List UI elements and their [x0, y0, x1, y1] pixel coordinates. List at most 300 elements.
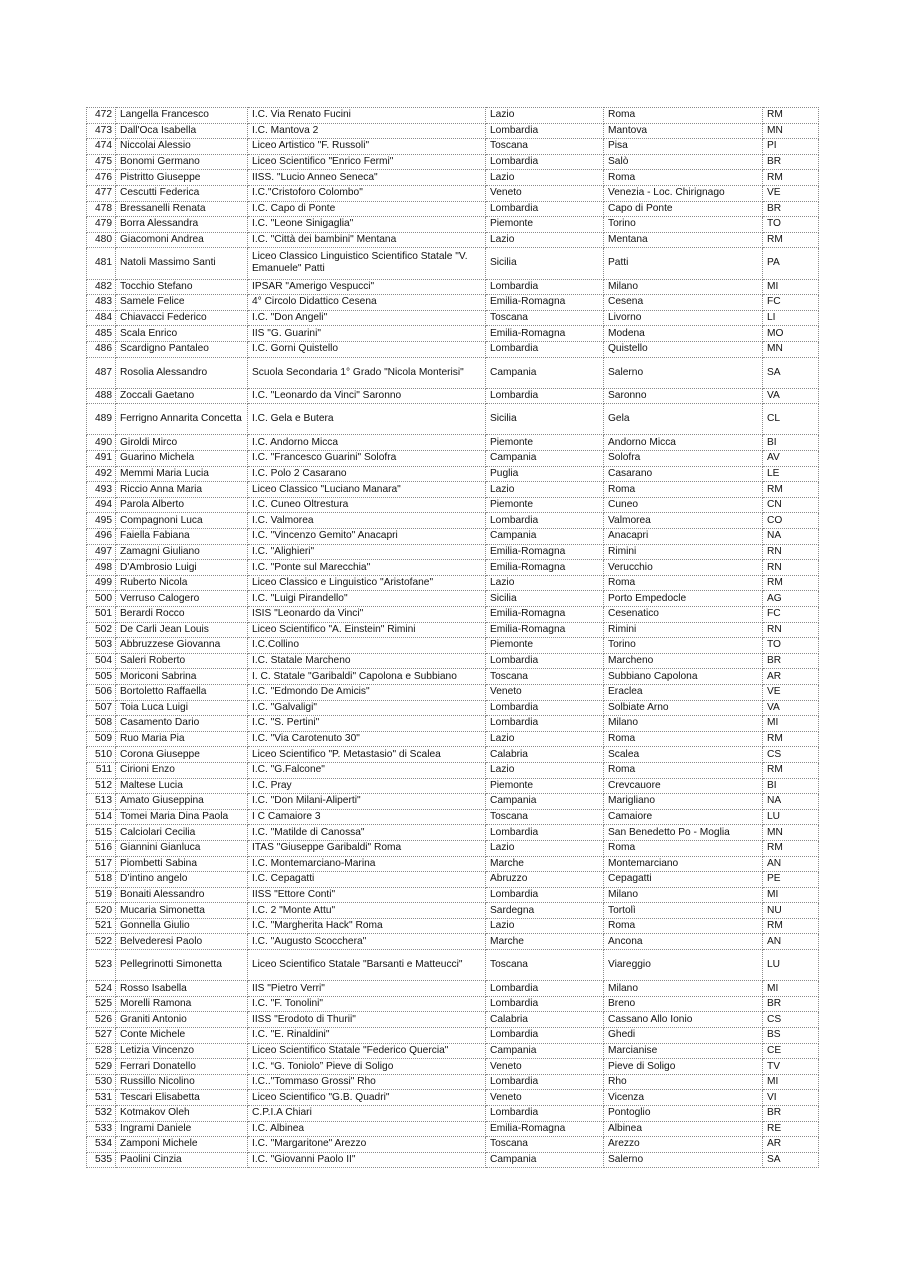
- province-cell: PE: [763, 872, 819, 888]
- school-cell: Liceo Scientifico "Enrico Fermi": [248, 154, 486, 170]
- table-row: [87, 1028, 819, 1044]
- region-cell: Emilia-Romagna: [486, 544, 604, 560]
- name-cell: Parola Alberto: [116, 497, 248, 513]
- name-cell: Guarino Michela: [116, 451, 248, 467]
- school-cell: I.C. “G. Toniolo” Pieve di Soligo: [248, 1059, 486, 1075]
- table-row: [87, 840, 819, 856]
- region-cell: Veneto: [486, 1090, 604, 1106]
- table-row: [87, 1059, 819, 1075]
- name-cell: De Carli Jean Louis: [116, 622, 248, 638]
- name-cell: Cescutti Federica: [116, 185, 248, 201]
- row-number-cell: 510: [87, 747, 116, 763]
- table-row: [87, 981, 819, 997]
- province-cell: BR: [763, 154, 819, 170]
- school-cell: I.C. Gela e Butera: [248, 404, 486, 435]
- name-cell: Kotmakov Oleh: [116, 1106, 248, 1122]
- name-cell: Zoccali Gaetano: [116, 388, 248, 404]
- name-cell: Cirioni Enzo: [116, 762, 248, 778]
- city-cell: Milano: [604, 887, 763, 903]
- row-number-cell: 496: [87, 529, 116, 545]
- school-cell: I.C. "G.Falcone": [248, 762, 486, 778]
- region-cell: Emilia-Romagna: [486, 607, 604, 623]
- name-cell: Moriconi Sabrina: [116, 669, 248, 685]
- name-cell: Compagnoni Luca: [116, 513, 248, 529]
- province-cell: MN: [763, 341, 819, 357]
- row-number-cell: 479: [87, 217, 116, 233]
- city-cell: Roma: [604, 918, 763, 934]
- city-cell: Solbiate Arno: [604, 700, 763, 716]
- province-cell: VA: [763, 700, 819, 716]
- row-number-cell: 489: [87, 404, 116, 435]
- table-row: [87, 560, 819, 576]
- school-cell: I.C. Pray: [248, 778, 486, 794]
- province-cell: TO: [763, 638, 819, 654]
- school-cell: Liceo Scientifico Statale "Federico Quercia": [248, 1043, 486, 1059]
- city-cell: Patti: [604, 248, 763, 279]
- city-cell: Marcheno: [604, 653, 763, 669]
- region-cell: Campania: [486, 451, 604, 467]
- school-cell: I.C. "Augusto Scocchera": [248, 934, 486, 950]
- city-cell: Roma: [604, 762, 763, 778]
- table-row: [87, 716, 819, 732]
- row-number-cell: 501: [87, 607, 116, 623]
- city-cell: Camaiore: [604, 809, 763, 825]
- table-row: [87, 279, 819, 295]
- table-row: [87, 887, 819, 903]
- region-cell: Toscana: [486, 139, 604, 155]
- province-cell: BI: [763, 435, 819, 451]
- province-cell: AG: [763, 591, 819, 607]
- region-cell: Toscana: [486, 809, 604, 825]
- region-cell: Piemonte: [486, 778, 604, 794]
- row-number-cell: 487: [87, 357, 116, 388]
- school-cell: ISIS "Leonardo da Vinci": [248, 607, 486, 623]
- school-cell: Scuola Secondaria 1° Grado "Nicola Monterisi": [248, 357, 486, 388]
- school-cell: I.C. "Luigi Pirandello": [248, 591, 486, 607]
- school-cell: I.C. "Leone Sinigaglia": [248, 217, 486, 233]
- province-cell: LU: [763, 809, 819, 825]
- region-cell: Abruzzo: [486, 872, 604, 888]
- school-cell: I.C. "Don Angeli": [248, 310, 486, 326]
- region-cell: Lazio: [486, 918, 604, 934]
- row-number-cell: 523: [87, 950, 116, 981]
- school-cell: IISS "Ettore Conti": [248, 887, 486, 903]
- table-row: [87, 1074, 819, 1090]
- table-row: [87, 747, 819, 763]
- table-row: [87, 653, 819, 669]
- school-cell: I.C. "Francesco Guarini" Solofra: [248, 451, 486, 467]
- table-row: [87, 575, 819, 591]
- city-cell: Torino: [604, 638, 763, 654]
- row-number-cell: 485: [87, 326, 116, 342]
- name-cell: D'Ambrosio Luigi: [116, 560, 248, 576]
- region-cell: Lombardia: [486, 513, 604, 529]
- province-cell: AN: [763, 934, 819, 950]
- city-cell: Milano: [604, 981, 763, 997]
- province-cell: VE: [763, 684, 819, 700]
- table-row: [87, 872, 819, 888]
- city-cell: Pieve di Soligo: [604, 1059, 763, 1075]
- name-cell: Maltese Lucia: [116, 778, 248, 794]
- region-cell: Piemonte: [486, 435, 604, 451]
- participants-table: [86, 107, 819, 1168]
- province-cell: FC: [763, 607, 819, 623]
- city-cell: Roma: [604, 731, 763, 747]
- region-cell: Marche: [486, 934, 604, 950]
- name-cell: Riccio Anna Maria: [116, 482, 248, 498]
- row-number-cell: 507: [87, 700, 116, 716]
- school-cell: IISS. "Lucio Anneo Seneca": [248, 170, 486, 186]
- region-cell: Lombardia: [486, 1028, 604, 1044]
- table-row: [87, 607, 819, 623]
- province-cell: RM: [763, 170, 819, 186]
- region-cell: Sardegna: [486, 903, 604, 919]
- row-number-cell: 535: [87, 1152, 116, 1168]
- name-cell: Pellegrinotti Simonetta: [116, 950, 248, 981]
- school-cell: I.C. "Margherita Hack" Roma: [248, 918, 486, 934]
- province-cell: AR: [763, 1137, 819, 1153]
- city-cell: Roma: [604, 108, 763, 124]
- name-cell: Scala Enrico: [116, 326, 248, 342]
- province-cell: LE: [763, 466, 819, 482]
- province-cell: RM: [763, 575, 819, 591]
- name-cell: Zamagni Giuliano: [116, 544, 248, 560]
- school-cell: I.C. "Vincenzo Gemito" Anacapri: [248, 529, 486, 545]
- province-cell: SA: [763, 357, 819, 388]
- table-row: [87, 154, 819, 170]
- table-row: [87, 357, 819, 388]
- city-cell: Viareggio: [604, 950, 763, 981]
- row-number-cell: 480: [87, 232, 116, 248]
- school-cell: I.C. Cuneo Oltrestura: [248, 497, 486, 513]
- province-cell: PA: [763, 248, 819, 279]
- row-number-cell: 473: [87, 123, 116, 139]
- province-cell: BS: [763, 1028, 819, 1044]
- row-number-cell: 532: [87, 1106, 116, 1122]
- name-cell: Ruberto Nicola: [116, 575, 248, 591]
- region-cell: Lombardia: [486, 981, 604, 997]
- school-cell: I.C. "Leonardo da Vinci" Saronno: [248, 388, 486, 404]
- city-cell: Milano: [604, 279, 763, 295]
- region-cell: Lazio: [486, 170, 604, 186]
- region-cell: Lombardia: [486, 825, 604, 841]
- school-cell: I.C. Albinea: [248, 1121, 486, 1137]
- row-number-cell: 475: [87, 154, 116, 170]
- table-row: [87, 950, 819, 981]
- table-row: [87, 778, 819, 794]
- table-row: [87, 1106, 819, 1122]
- city-cell: Marigliano: [604, 794, 763, 810]
- province-cell: NA: [763, 794, 819, 810]
- table-row: [87, 638, 819, 654]
- province-cell: RN: [763, 544, 819, 560]
- school-cell: I.C. "Alighieri": [248, 544, 486, 560]
- name-cell: D’intino angelo: [116, 872, 248, 888]
- school-cell: I.C. "E. Rinaldini": [248, 1028, 486, 1044]
- region-cell: Lazio: [486, 232, 604, 248]
- name-cell: Calciolari Cecilia: [116, 825, 248, 841]
- region-cell: Lombardia: [486, 653, 604, 669]
- city-cell: Cepagatti: [604, 872, 763, 888]
- row-number-cell: 506: [87, 684, 116, 700]
- school-cell: I.C. Montemarciano-Marina: [248, 856, 486, 872]
- region-cell: Lombardia: [486, 279, 604, 295]
- row-number-cell: 518: [87, 872, 116, 888]
- province-cell: BR: [763, 996, 819, 1012]
- school-cell: Liceo Artistico "F. Russoli": [248, 139, 486, 155]
- name-cell: Casamento Dario: [116, 716, 248, 732]
- school-cell: I.C. Andorno Micca: [248, 435, 486, 451]
- school-cell: I.C. "Via Carotenuto 30": [248, 731, 486, 747]
- city-cell: Rimini: [604, 622, 763, 638]
- school-cell: C.P.I.A Chiari: [248, 1106, 486, 1122]
- name-cell: Conte Michele: [116, 1028, 248, 1044]
- table-row: [87, 809, 819, 825]
- row-number-cell: 486: [87, 341, 116, 357]
- school-cell: I.C. "S. Pertini": [248, 716, 486, 732]
- province-cell: RE: [763, 1121, 819, 1137]
- province-cell: CL: [763, 404, 819, 435]
- school-cell: I.C. Statale Marcheno: [248, 653, 486, 669]
- school-cell: IISS "Erodoto di Thurii": [248, 1012, 486, 1028]
- table-row: [87, 1043, 819, 1059]
- province-cell: MN: [763, 123, 819, 139]
- city-cell: Roma: [604, 170, 763, 186]
- school-cell: I.C. Gorni Quistello: [248, 341, 486, 357]
- province-cell: BI: [763, 778, 819, 794]
- school-cell: I.C. "F. Tonolini": [248, 996, 486, 1012]
- row-number-cell: 491: [87, 451, 116, 467]
- name-cell: Verruso Calogero: [116, 591, 248, 607]
- name-cell: Tocchio Stefano: [116, 279, 248, 295]
- row-number-cell: 521: [87, 918, 116, 934]
- table-row: [87, 388, 819, 404]
- province-cell: MI: [763, 887, 819, 903]
- province-cell: MO: [763, 326, 819, 342]
- table-row: [87, 170, 819, 186]
- city-cell: Quistello: [604, 341, 763, 357]
- table-row: [87, 591, 819, 607]
- row-number-cell: 516: [87, 840, 116, 856]
- table-row: [87, 248, 819, 279]
- row-number-cell: 531: [87, 1090, 116, 1106]
- row-number-cell: 520: [87, 903, 116, 919]
- row-number-cell: 484: [87, 310, 116, 326]
- table-row: [87, 1152, 819, 1168]
- city-cell: Capo di Ponte: [604, 201, 763, 217]
- province-cell: RM: [763, 482, 819, 498]
- region-cell: Lombardia: [486, 154, 604, 170]
- school-cell: I.C.Collino: [248, 638, 486, 654]
- region-cell: Emilia-Romagna: [486, 560, 604, 576]
- table-row: [87, 996, 819, 1012]
- region-cell: Lombardia: [486, 388, 604, 404]
- table-row: [87, 185, 819, 201]
- name-cell: Dall'Oca Isabella: [116, 123, 248, 139]
- province-cell: NA: [763, 529, 819, 545]
- row-number-cell: 490: [87, 435, 116, 451]
- table-row: [87, 544, 819, 560]
- row-number-cell: 512: [87, 778, 116, 794]
- name-cell: Tescari Elisabetta: [116, 1090, 248, 1106]
- region-cell: Campania: [486, 1043, 604, 1059]
- school-cell: I.C. "Margaritone" Arezzo: [248, 1137, 486, 1153]
- school-cell: I.C. Cepagatti: [248, 872, 486, 888]
- row-number-cell: 493: [87, 482, 116, 498]
- school-cell: Liceo Classico "Luciano Manara": [248, 482, 486, 498]
- table-row: [87, 1121, 819, 1137]
- region-cell: Lazio: [486, 108, 604, 124]
- region-cell: Calabria: [486, 747, 604, 763]
- region-cell: Lazio: [486, 762, 604, 778]
- city-cell: Crevcauore: [604, 778, 763, 794]
- school-cell: I.C. "Matilde di Canossa": [248, 825, 486, 841]
- region-cell: Veneto: [486, 684, 604, 700]
- name-cell: Natoli Massimo Santi: [116, 248, 248, 279]
- name-cell: Paolini Cinzia: [116, 1152, 248, 1168]
- city-cell: Breno: [604, 996, 763, 1012]
- row-number-cell: 497: [87, 544, 116, 560]
- name-cell: Ingrami Daniele: [116, 1121, 248, 1137]
- name-cell: Ferrigno Annarita Concetta: [116, 404, 248, 435]
- school-cell: Liceo Scientifico "A. Einstein" Rimini: [248, 622, 486, 638]
- region-cell: Campania: [486, 794, 604, 810]
- province-cell: CN: [763, 497, 819, 513]
- city-cell: Mantova: [604, 123, 763, 139]
- region-cell: Lazio: [486, 731, 604, 747]
- city-cell: Eraclea: [604, 684, 763, 700]
- city-cell: Arezzo: [604, 1137, 763, 1153]
- table-row: [87, 856, 819, 872]
- city-cell: Tortolì: [604, 903, 763, 919]
- region-cell: Campania: [486, 529, 604, 545]
- city-cell: Marcianise: [604, 1043, 763, 1059]
- region-cell: Emilia-Romagna: [486, 622, 604, 638]
- province-cell: BR: [763, 201, 819, 217]
- province-cell: RM: [763, 918, 819, 934]
- city-cell: Livorno: [604, 310, 763, 326]
- table-row: [87, 934, 819, 950]
- school-cell: I.C. Polo 2 Casarano: [248, 466, 486, 482]
- city-cell: Cesena: [604, 295, 763, 311]
- table-row: [87, 435, 819, 451]
- school-cell: I. C. Statale "Garibaldi" Capolona e Subbiano: [248, 669, 486, 685]
- name-cell: Rosolia Alessandro: [116, 357, 248, 388]
- region-cell: Lombardia: [486, 996, 604, 1012]
- row-number-cell: 472: [87, 108, 116, 124]
- region-cell: Emilia-Romagna: [486, 326, 604, 342]
- name-cell: Amato Giuseppina: [116, 794, 248, 810]
- city-cell: Vicenza: [604, 1090, 763, 1106]
- region-cell: Toscana: [486, 310, 604, 326]
- name-cell: Bressanelli Renata: [116, 201, 248, 217]
- region-cell: Sicilia: [486, 248, 604, 279]
- city-cell: Cuneo: [604, 497, 763, 513]
- table-row: [87, 700, 819, 716]
- name-cell: Scardigno Pantaleo: [116, 341, 248, 357]
- table-row: [87, 825, 819, 841]
- school-cell: I.C. "Edmondo De Amicis": [248, 684, 486, 700]
- province-cell: FC: [763, 295, 819, 311]
- name-cell: Piombetti Sabina: [116, 856, 248, 872]
- region-cell: Calabria: [486, 1012, 604, 1028]
- province-cell: RM: [763, 762, 819, 778]
- name-cell: Langella Francesco: [116, 108, 248, 124]
- city-cell: Modena: [604, 326, 763, 342]
- school-cell: Liceo Classico Linguistico Scientifico Statale "V. Emanuele" Patti: [248, 248, 486, 279]
- school-cell: ITAS "Giuseppe Garibaldi" Roma: [248, 840, 486, 856]
- row-number-cell: 482: [87, 279, 116, 295]
- city-cell: Pontoglio: [604, 1106, 763, 1122]
- province-cell: VI: [763, 1090, 819, 1106]
- row-number-cell: 477: [87, 185, 116, 201]
- name-cell: Graniti Antonio: [116, 1012, 248, 1028]
- school-cell: I.C. "Galvaligi": [248, 700, 486, 716]
- city-cell: Anacapri: [604, 529, 763, 545]
- table-row: [87, 232, 819, 248]
- city-cell: San Benedetto Po - Moglia: [604, 825, 763, 841]
- school-cell: I.C. 2 "Monte Attu": [248, 903, 486, 919]
- city-cell: Porto Empedocle: [604, 591, 763, 607]
- table-row: [87, 108, 819, 124]
- province-cell: BR: [763, 1106, 819, 1122]
- name-cell: Giannini Gianluca: [116, 840, 248, 856]
- province-cell: RM: [763, 232, 819, 248]
- region-cell: Veneto: [486, 185, 604, 201]
- name-cell: Giacomoni Andrea: [116, 232, 248, 248]
- school-cell: IIS "G. Guarini": [248, 326, 486, 342]
- name-cell: Bonaiti Alessandro: [116, 887, 248, 903]
- school-cell: Liceo Scientifico "P. Metastasio" di Scalea: [248, 747, 486, 763]
- name-cell: Berardi Rocco: [116, 607, 248, 623]
- region-cell: Lombardia: [486, 700, 604, 716]
- row-number-cell: 522: [87, 934, 116, 950]
- table-row: [87, 622, 819, 638]
- province-cell: AN: [763, 856, 819, 872]
- city-cell: Rimini: [604, 544, 763, 560]
- province-cell: TV: [763, 1059, 819, 1075]
- province-cell: LU: [763, 950, 819, 981]
- table-row: [87, 404, 819, 435]
- row-number-cell: 502: [87, 622, 116, 638]
- region-cell: Lombardia: [486, 1074, 604, 1090]
- name-cell: Borra Alessandra: [116, 217, 248, 233]
- name-cell: Samele Felice: [116, 295, 248, 311]
- table-row: [87, 310, 819, 326]
- province-cell: NU: [763, 903, 819, 919]
- school-cell: I.C. Via Renato Fucini: [248, 108, 486, 124]
- row-number-cell: 483: [87, 295, 116, 311]
- city-cell: Albinea: [604, 1121, 763, 1137]
- table-row: [87, 482, 819, 498]
- name-cell: Chiavacci Federico: [116, 310, 248, 326]
- region-cell: Campania: [486, 1152, 604, 1168]
- row-number-cell: 524: [87, 981, 116, 997]
- name-cell: Niccolai Alessio: [116, 139, 248, 155]
- row-number-cell: 528: [87, 1043, 116, 1059]
- school-cell: I.C. "Ponte sul Marecchia": [248, 560, 486, 576]
- city-cell: Pisa: [604, 139, 763, 155]
- region-cell: Campania: [486, 357, 604, 388]
- row-number-cell: 509: [87, 731, 116, 747]
- row-number-cell: 533: [87, 1121, 116, 1137]
- name-cell: Ferrari Donatello: [116, 1059, 248, 1075]
- region-cell: Lazio: [486, 575, 604, 591]
- row-number-cell: 515: [87, 825, 116, 841]
- row-number-cell: 513: [87, 794, 116, 810]
- table-row: [87, 341, 819, 357]
- region-cell: Piemonte: [486, 217, 604, 233]
